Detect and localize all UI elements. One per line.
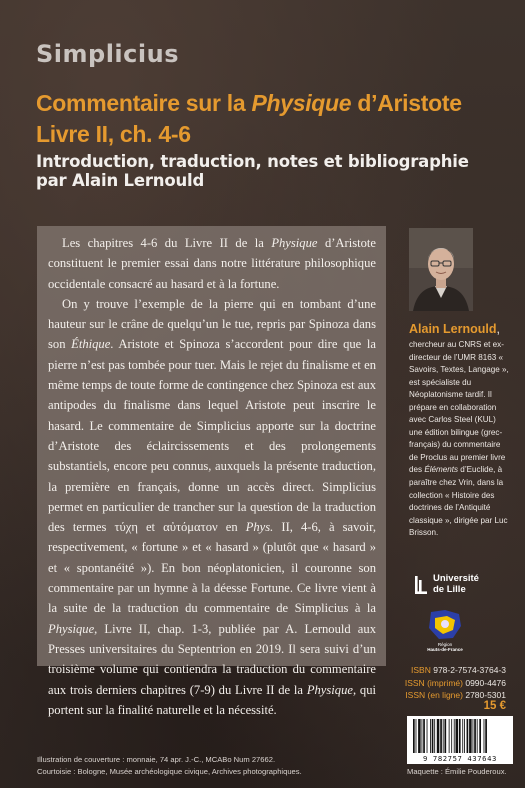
barcode [407,716,513,764]
author-portrait-icon [409,228,473,311]
barcode-bar [454,719,455,753]
barcode-icon [407,716,513,756]
barcode-bar [440,719,442,753]
barcode-number: 9 782757 437643 [423,754,497,763]
barcode-bar [479,719,481,753]
isbn-line: ISBN 978-2-7574-3764-3 [411,665,506,675]
barcode-bar [474,719,476,753]
bio-author-name: Alain Lernould, [409,322,500,336]
barcode-bar [427,719,428,753]
barcode-bar [443,719,444,753]
barcode-bar [467,719,469,753]
region-name-line1: Région [437,642,453,647]
barcode-bar [437,719,440,753]
cover-credit-line2: Courtoisie : Bologne, Musée archéologique civique, Archives photographiques. [37,766,302,776]
book-title-line2: Livre II, ch. 4-6 [36,121,191,147]
barcode-bar [413,719,415,753]
barcode-bar [473,719,474,753]
barcode-bar [462,719,463,753]
barcode-bar [430,719,431,753]
barcode-bar [464,719,465,753]
barcode-bar [484,719,485,753]
blurb-text [48,233,376,720]
region-hauts-de-france-logo [425,608,465,658]
subtitle-line2: par Alain Lernould [36,171,205,190]
barcode-bar [423,719,425,753]
issn-print-line: ISSN (imprimé) 0990-4476 [404,677,506,688]
barcode-bar [449,719,450,753]
cover-credits [37,754,302,777]
barcode-bar [485,719,487,753]
book-subtitle [36,152,469,190]
cover-credit-line1: Illustration de couverture : monnaie, 74 apr. J.-C., MCABo Num 27662. [37,755,276,764]
region-name-line2: Hauts-de-France [427,647,463,653]
barcode-bar [416,719,417,753]
author-name: Simplicius [36,40,179,68]
barcode-bar [434,719,435,753]
university-name-line1: Université [433,573,479,584]
author-bio: chercheur au CNRS et ex-directeur de l’UMR 8163 « Savoirs, Textes, Langage », est spécialiste du Néoplatonisme tardif. Il prépare en collaboration avec Carlos Steel (KUL) une édition bilingue (grec-français) du commentaire de Proclus au premier livre des Éléments d’Euclide, à paraître chez Vrin, dans la collection « Histoire des doctrines de l’Antiquité classique », dirigée par Luc Brisson. [409,340,509,538]
subtitle-line1: Introduction, traduction, notes et bibliographie [36,152,469,171]
barcode-bar [451,719,452,753]
price: 15 € [483,700,506,712]
region-logo-icon [425,608,465,642]
design-credit: Maquette : Émilie Pouderoux. [407,767,507,776]
blurb-paragraph-2: On y trouve l’exemple de la pierre qui en tombant d’une hauteur sur le crâne de quelqu’un le tue, repris par Spinoza dans son Éthique. Aristote et Spinoza s’accordent pour dire que la pierre n’est pas tombée pour tuer. Mais le rejet du finalisme et en même temps de toute forme de contingence chez Spinoza est aux antipodes du finalisme dans lequel Aristote peut inscrire le hasard. Le commentaire de Simplicius apporte sur la doctrine d’Aristote des éclaircissements et des prolongements substantiels, encore peu connus, auxquels la présente traduction, la première en français, donne un accès direct. Simplicius permet en particulier de trancher sur la question de la traduction des termes τύχη et αὐτόματον en Phys. II, 4-6, à savoir, respectivement, « fortune » et « hasard » (plutôt que « hasard » et « spontanéité »). En bon néoplatonicien, il couronne son commentaire par un hymne à la déesse Fortune. Ce livre vient à la suite de la traduction du commentaire de Simplicius à la Physique, Livre II, chap. 1-3, publiée par A. Lernould aux Presses universitaires du Septentrion en 2019. Il sera suivi d’un troisième volume qui contiendra la traduction du commentaire aux trois derniers chapitres (7-9) du Livre II de la Physique, qui portent sur la finalité naturelle et la nécessité. [48,296,377,717]
barcode-bar [459,719,461,753]
barcode-bar [432,719,434,753]
barcode-bar [477,719,478,753]
barcode-bar [469,719,472,753]
blurb-paragraph-1: Les chapitres 4-6 du Livre II de la Physique d’Aristote constituent le premier essai dans notre littérature philosophique occidentale consacré au hasard et à la fortune. [48,236,377,291]
universite-de-lille-logo [413,574,513,596]
author-photo [409,228,473,311]
barcode-bar [444,719,446,753]
isbn-issn-block [405,664,506,702]
issn-online-line: ISSN (en ligne) 2780-5301 [405,690,506,701]
barcode-bar [418,719,421,753]
book-title-line1: Commentaire sur la Physique d’Aristote [36,90,462,116]
barcode-bar [422,719,423,753]
university-name-line2: de Lille [433,583,466,595]
barcode-bar [456,719,459,753]
